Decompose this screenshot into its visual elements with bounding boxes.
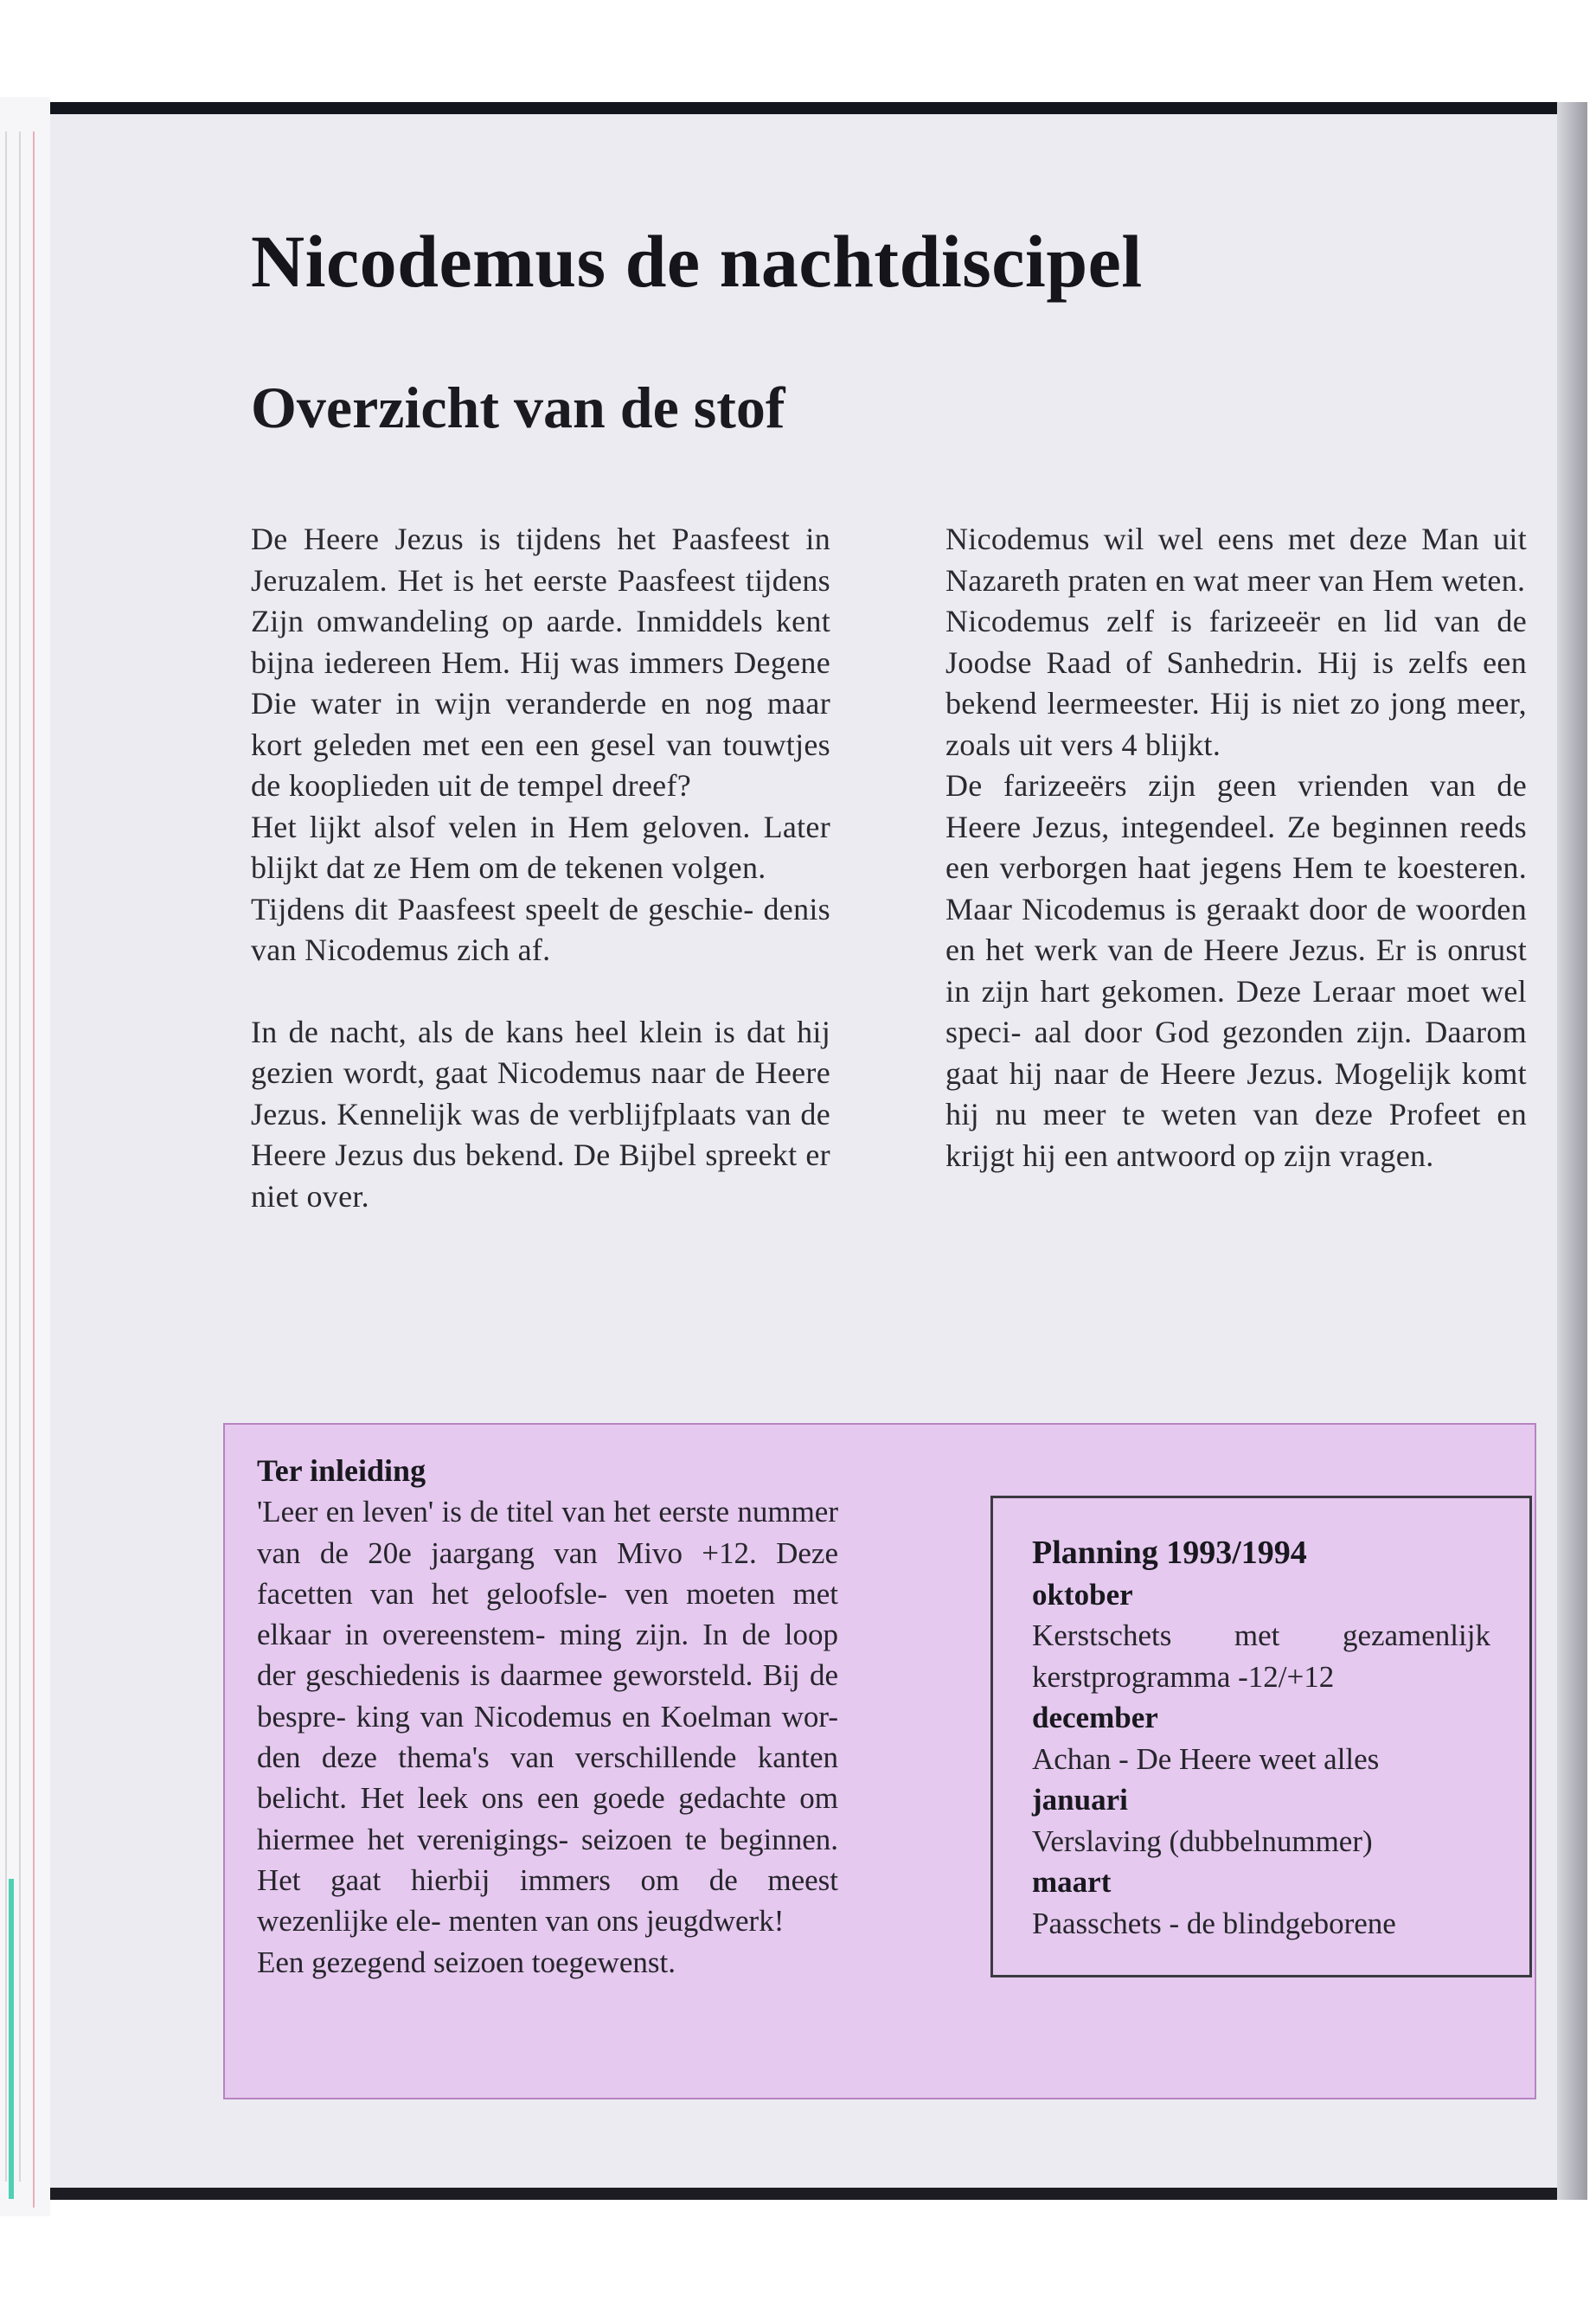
text-line: ming zijn. In de loop der geschiedenis	[257, 1618, 838, 1693]
text-line: den deze thema's van verschillende	[257, 1740, 737, 1775]
text-line: bekend. De Bijbel spreekt er niet over.	[251, 1138, 830, 1214]
text-line: Hem weten.	[1372, 562, 1526, 598]
binding-edge	[0, 97, 50, 2216]
left-column	[251, 519, 830, 1217]
text-line: is daarmee geworsteld. Bij de bespre-	[257, 1658, 839, 1734]
planning-item: Achan - De Heere weet alles	[1032, 1741, 1380, 1776]
text-line: gedachte om hiermee het verenigings-	[257, 1781, 838, 1856]
binding-line	[5, 131, 7, 2182]
text-line: zo jong meer, zoals uit vers 4 blijkt.	[945, 686, 1527, 762]
planning-box	[990, 1496, 1532, 1977]
planning-item	[1032, 1615, 1490, 1657]
text-line: De Heere Jezus is tijdens het Paasfeest	[251, 522, 791, 556]
binding-red-line	[33, 131, 35, 2208]
text-line: seizoen te beginnen. Het gaat hierbij	[257, 1822, 838, 1897]
page-edge-shadow	[1557, 102, 1587, 2200]
text-line: Nicodemus wil wel eens met deze Man	[945, 522, 1479, 556]
paragraph	[251, 1012, 830, 1218]
text-line: tijdens Zijn omwandeling op aarde.	[251, 562, 830, 638]
intro-box	[223, 1423, 1536, 2099]
text-line: veranderde en nog maar kort geleden	[251, 686, 830, 762]
text-line: door de woorden en het werk van de	[945, 891, 1527, 967]
binding-teal-mark	[9, 1879, 14, 2199]
text-line: Later blijkt dat ze Hem om de tekenen	[251, 809, 830, 885]
planning-item: Verslaving (dubbelnummer)	[1032, 1823, 1373, 1858]
text-line: ven moeten met elkaar in overeenstem-	[257, 1576, 838, 1652]
paragraph	[251, 519, 830, 807]
text-line: koesteren. Maar Nicodemus is geraakt	[945, 850, 1527, 926]
text-line: 'Leer en leven' is de titel van het eerste	[257, 1495, 730, 1529]
paragraph	[945, 766, 1527, 1176]
text-line: met een een gesel van touwtjes de	[251, 727, 830, 803]
text-line: uit Nazareth praten en wat meer van	[945, 522, 1527, 598]
text-line: gekomen. Deze Leraar moet wel speci-	[945, 973, 1527, 1049]
text-line: in Jeruzalem. Het is het eerste Paasfeest	[251, 522, 830, 598]
text-line: de Joodse Raad of Sanhedrin. Hij is	[945, 604, 1527, 680]
text-line: denis van Nicodemus zich af.	[251, 891, 830, 967]
text-line: kanten belicht. Het leek ons een goede	[257, 1740, 838, 1816]
paragraph	[945, 519, 1527, 601]
paragraph	[251, 807, 830, 889]
text-line: king van Nicodemus en Koelman wor-	[356, 1699, 839, 1734]
text-line: Nicodemus zelf is farizeeër en lid van	[945, 604, 1480, 638]
month-label: januari	[1032, 1783, 1128, 1817]
text-line: volgen.	[671, 850, 766, 885]
scan-margin-top	[0, 0, 1596, 97]
page-title: Nicodemus de nachtdiscipel	[251, 220, 1143, 303]
text-line: zijn vragen.	[1284, 1138, 1434, 1173]
text-word: Kerstschets	[1032, 1618, 1172, 1652]
text-line: dat hij gezien wordt, gaat Nicodemus	[251, 1014, 830, 1090]
text-line: kooplieden uit de tempel dreef?	[288, 768, 692, 803]
binding-line	[19, 131, 21, 2182]
paragraph	[251, 889, 830, 971]
planning-item: kerstprogramma -12/+12	[1032, 1659, 1335, 1694]
text-word: gezamenlijk	[1342, 1618, 1490, 1652]
intro-section	[257, 1451, 838, 1983]
planning-item: Paasschets - de blindgeborene	[1032, 1906, 1396, 1940]
text-line: verblijfplaats van de Heere Jezus dus	[251, 1096, 830, 1172]
text-line: Het lijkt alsof velen in Hem geloven.	[251, 809, 751, 844]
text-word: met	[1234, 1618, 1280, 1652]
text-line: Inmiddels kent bijna iedereen Hem. Hij	[251, 604, 830, 680]
text-line: Tijdens dit Paasfeest speelt de geschie-	[251, 891, 754, 926]
text-line: In de nacht, als de kans heel klein is	[251, 1014, 736, 1049]
text-line: zelfs een bekend leermeester. Hij is niet	[945, 644, 1527, 721]
text-line: De farizeeërs zijn geen vrienden van de	[945, 768, 1527, 803]
closing-line: Een gezegend seizoen toegewenst.	[257, 1945, 676, 1979]
text-line: komt hij nu meer te weten van deze	[945, 1055, 1527, 1131]
text-line: gaat hij naar de Heere Jezus. Mogelijk	[945, 1055, 1452, 1091]
intro-heading: Ter inleiding	[257, 1453, 426, 1488]
text-line: was immers Degene Die water in wijn	[251, 644, 830, 721]
text-line: naar de Heere Jezus. Kennelijk was de	[251, 1055, 830, 1131]
text-line: menten van ons jeugdwerk!	[448, 1904, 785, 1939]
paragraph	[257, 1491, 838, 1941]
text-line: Heere Jezus. Er is onrust in zijn hart	[945, 933, 1527, 1009]
month-label: maart	[1032, 1865, 1112, 1899]
month-label: december	[1032, 1701, 1158, 1734]
paragraph	[945, 601, 1527, 766]
text-line: reeds een verborgen haat jegens Hem te	[945, 809, 1527, 885]
right-column	[945, 519, 1527, 1176]
text-line: Heere Jezus, integendeel. Ze beginnen	[945, 809, 1449, 844]
text-line: immers om de meest wezenlijke ele-	[257, 1862, 838, 1939]
text-line: +12. Deze facetten van het geloofsle-	[257, 1535, 838, 1611]
text-line: Profeet en krijgt hij een antwoord op	[945, 1097, 1527, 1173]
section-subtitle: Overzicht van de stof	[251, 375, 785, 440]
planning-heading: Planning 1993/1994	[1032, 1535, 1307, 1571]
text-line: nummer van de 20e jaargang van Mivo	[257, 1495, 838, 1570]
text-line: aal door God gezonden zijn. Daarom	[1034, 1015, 1527, 1049]
month-label: oktober	[1032, 1577, 1133, 1612]
